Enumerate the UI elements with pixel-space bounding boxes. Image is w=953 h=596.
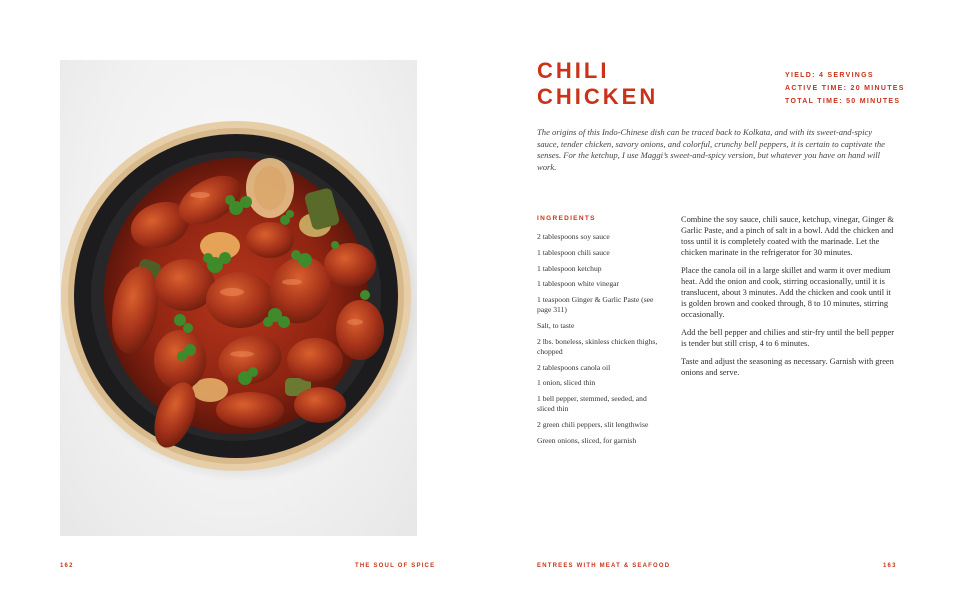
ingredient-item: 2 tablespoons canola oil	[537, 362, 611, 372]
recipe-title-line1: CHILI	[537, 58, 610, 83]
chili-chicken-photo	[60, 60, 417, 536]
direction-step: Add the bell pepper and chilies and stir-fry until the bell pepper is tender but still crisp, 4 to 6 minutes.	[681, 328, 895, 348]
ingredient-item: 1 onion, sliced thin	[537, 378, 596, 388]
ingredient-item: 1 tablespoon ketchup	[537, 263, 602, 273]
folio-left: 162	[60, 563, 74, 569]
ingredient-item: 1 bell pepper, stemmed, seeded, and sliced thin	[537, 394, 647, 414]
recipe-title	[537, 58, 658, 110]
running-head-left: THE SOUL OF SPICE	[355, 563, 436, 569]
ingredient-item: 1 teaspoon Ginger & Garlic Paste (see page 311)	[537, 295, 654, 315]
total-time-text: TOTAL TIME: 50 MINUTES	[785, 98, 901, 105]
yield-text: YIELD: 4 SERVINGS	[785, 72, 874, 79]
direction-step: Place the canola oil in a large skillet and warm it over medium heat. Add the onion and cook, stirring occasionally, until it is translucent, about 3 minutes. Add the chicken and cook until it is golden brown and cooked through, 8 to 10 minutes, stirring occasionally.	[681, 266, 891, 319]
directions	[681, 214, 896, 385]
folio-right: 163	[883, 563, 897, 569]
ingredients-heading: INGREDIENTS	[537, 215, 596, 222]
direction-step: Taste and adjust the seasoning as necessary. Garnish with green onions and serve.	[681, 357, 894, 377]
recipe-intro: The origins of this Indo-Chinese dish can be traced back to Kolkata, and with its sweet-and-spicy sauce, tender chicken, savory onions, and colorful, crunchy bell peppers, it is certain to captivate the senses. For the ketchup, I use Maggi’s sweet-and-spicy version, but whatever you have on hand will work.	[537, 127, 885, 172]
chili-chicken-illustration	[60, 60, 417, 536]
ingredient-item: 2 lbs. boneless, skinless chicken thighs, chopped	[537, 336, 658, 356]
ingredient-item: Salt, to taste	[537, 320, 575, 330]
ingredient-item: 1 tablespoon chili sauce	[537, 247, 610, 257]
left-page	[0, 0, 476, 596]
ingredient-item: Green onions, sliced, for garnish	[537, 435, 637, 445]
recipe-title-line2: CHICKEN	[537, 84, 659, 109]
recipe-meta	[785, 69, 905, 108]
ingredients-list	[537, 232, 662, 452]
active-time-text: ACTIVE TIME: 20 MINUTES	[785, 85, 905, 92]
ingredient-item: 2 tablespoons soy sauce	[537, 232, 610, 241]
ingredient-item: 2 green chili peppers, slit lengthwise	[537, 419, 649, 429]
direction-step: Combine the soy sauce, chili sauce, ketchup, vinegar, Ginger & Garlic Paste, and a pinch of salt in a bowl. Add the chicken and toss until it is completely coated with the marinade. Let the chicken marinate in the refrigerator for 30 minutes.	[681, 215, 894, 257]
running-head-right: ENTREES WITH MEAT & SEAFOOD	[537, 563, 671, 569]
ingredient-item: 1 tablespoon white vinegar	[537, 279, 620, 289]
